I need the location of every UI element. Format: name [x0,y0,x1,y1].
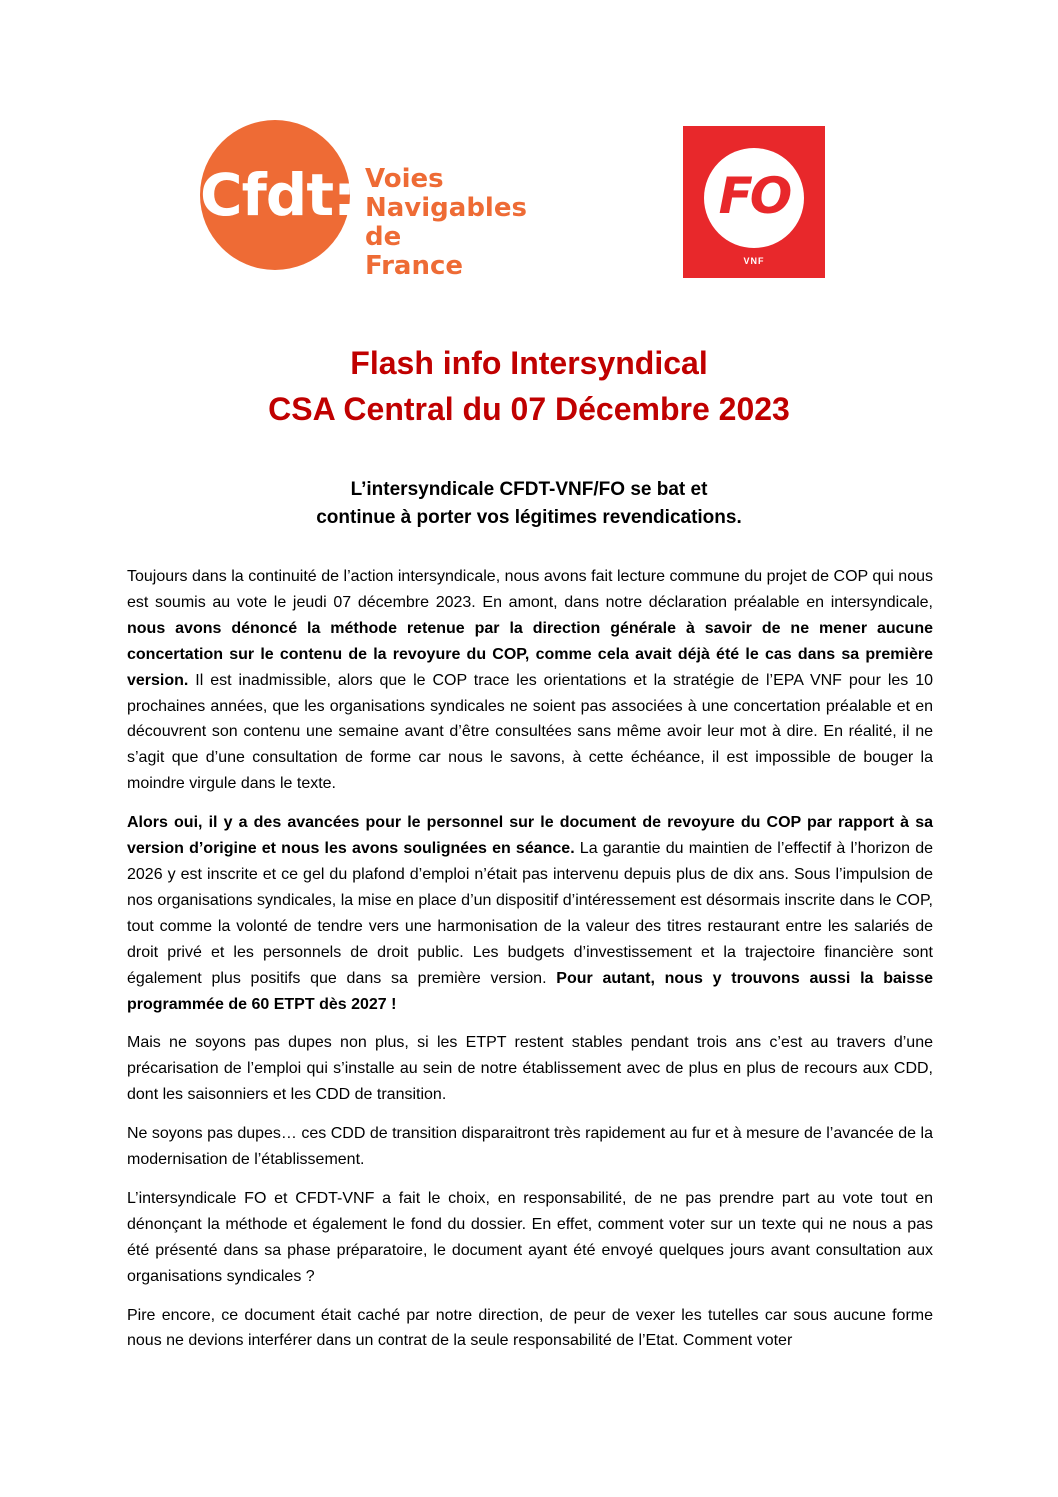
title-line-1: Flash info Intersyndical [350,345,708,381]
document-title [80,340,978,432]
p2-text-b: La garantie du maintien de l’effectif à l’horizon de 2026 y est inscrite et ce gel du plafond d’emploi n’était pas intervenu depuis plus de dix ans. Sous l’impulsion de nos organisations syndicales, la mise en place d’un dispositif d’intéressement est désormais inscrite dans le COP, tout comme la volonté de tendre vers une harmonisation de la valeur des titres restaurant entre les salariés de droit privé et les personnels de droit public. Les budgets d’investissement et la trajectoire financière sont également plus positifs que dans sa première version. [127,840,933,987]
paragraph-6: Pire encore, ce document était caché par notre direction, de peur de vexer les tutelles car sous aucune forme nous ne devions interférer dans un contrat de la seule responsabilité de l’Etat. Comment voter [127,1306,933,1350]
title-line-2: CSA Central du 07 Décembre 2023 [268,391,790,427]
fo-logo-sub: VNF [743,256,765,266]
cfdt-name-line-3: France [365,251,464,281]
paragraph-2 [127,810,933,1017]
cfdt-name-line-2: Navigables de [365,193,527,252]
p1-bold: nous avons dénoncé la méthode retenue par la direction générale à savoir de ne mener aucune concertation sur le contenu de la revoyure du COP, comme cela avait déjà été le cas dans sa première version. [127,619,933,689]
cfdt-logo-mark: Cfdt: [200,161,356,229]
paragraph-4: Ne soyons pas dupes… ces CDD de transition disparaitront très rapidement au fur et à mesure de l’avancée de la modernisation de l’établissement. [127,1125,933,1169]
subtitle-line-1: L’intersyndicale CFDT-VNF/FO se bat et [350,479,708,500]
paragraph-3: Mais ne soyons pas dupes non plus, si les ETPT restent stables pendant trois ans c’est au travers d’une précarisation de l’emploi qui s’installe au sein de notre établissement avec de plus en plus de recours aux CDD, dont les saisonniers et les CDD de transition. [127,1034,933,1104]
paragraph-5: L’intersyndicale FO et CFDT-VNF a fait le choix, en responsabilité, de ne pas prendre part au vote tout en dénonçant la méthode et également le fond du dossier. En effet, comment voter sur un texte qui ne nous a pas été présenté dans sa phase préparatoire, le document ayant été envoyé quelques jours avant consultation aux organisations syndicales ? [127,1189,933,1285]
document-body [127,564,933,1367]
p2-bold-c: Pour autant, nous y trouvons aussi la baisse programmée de 60 ETPT dès 2027 ! [127,969,934,1013]
p2-bold-a: Alors oui, il y a des avancées pour le personnel sur le document de revoyure du COP par rapport à sa version d’origine et nous les avons soulignées en séance. [127,814,933,858]
cfdt-logo [200,120,560,281]
fo-logo [683,126,825,278]
p1-text-c: Il est inadmissible, alors que le COP trace les orientations et la stratégie de l’EPA VNF pour les 10 prochaines années, que les organisations syndicales ne soient pas associées à une concertation préalable et en découvrent son contenu une semaine avant d’être consultées sans même avoir leur mot à dire. En réalité, il ne s’agit que d’une consultation de forme car nous le savons, à cette échéance, il est impossible de bouger la moindre virgule dans le texte. [127,671,933,793]
paragraph-1 [127,564,933,797]
cfdt-name-line-1: Voies [365,164,444,194]
fo-logo-mark: FO [718,167,790,225]
p1-text-a: Toujours dans la continuité de l’action intersyndicale, nous avons fait lecture commune du projet de COP qui nous est soumis au vote le jeudi 07 décembre 2023. En amont, dans notre déclaration préalable en intersyndicale, [127,568,933,611]
cfdt-logo-name [365,165,560,281]
subtitle-line-2: continue à porter vos légitimes revendications. [316,507,742,528]
document-subtitle [80,476,978,532]
